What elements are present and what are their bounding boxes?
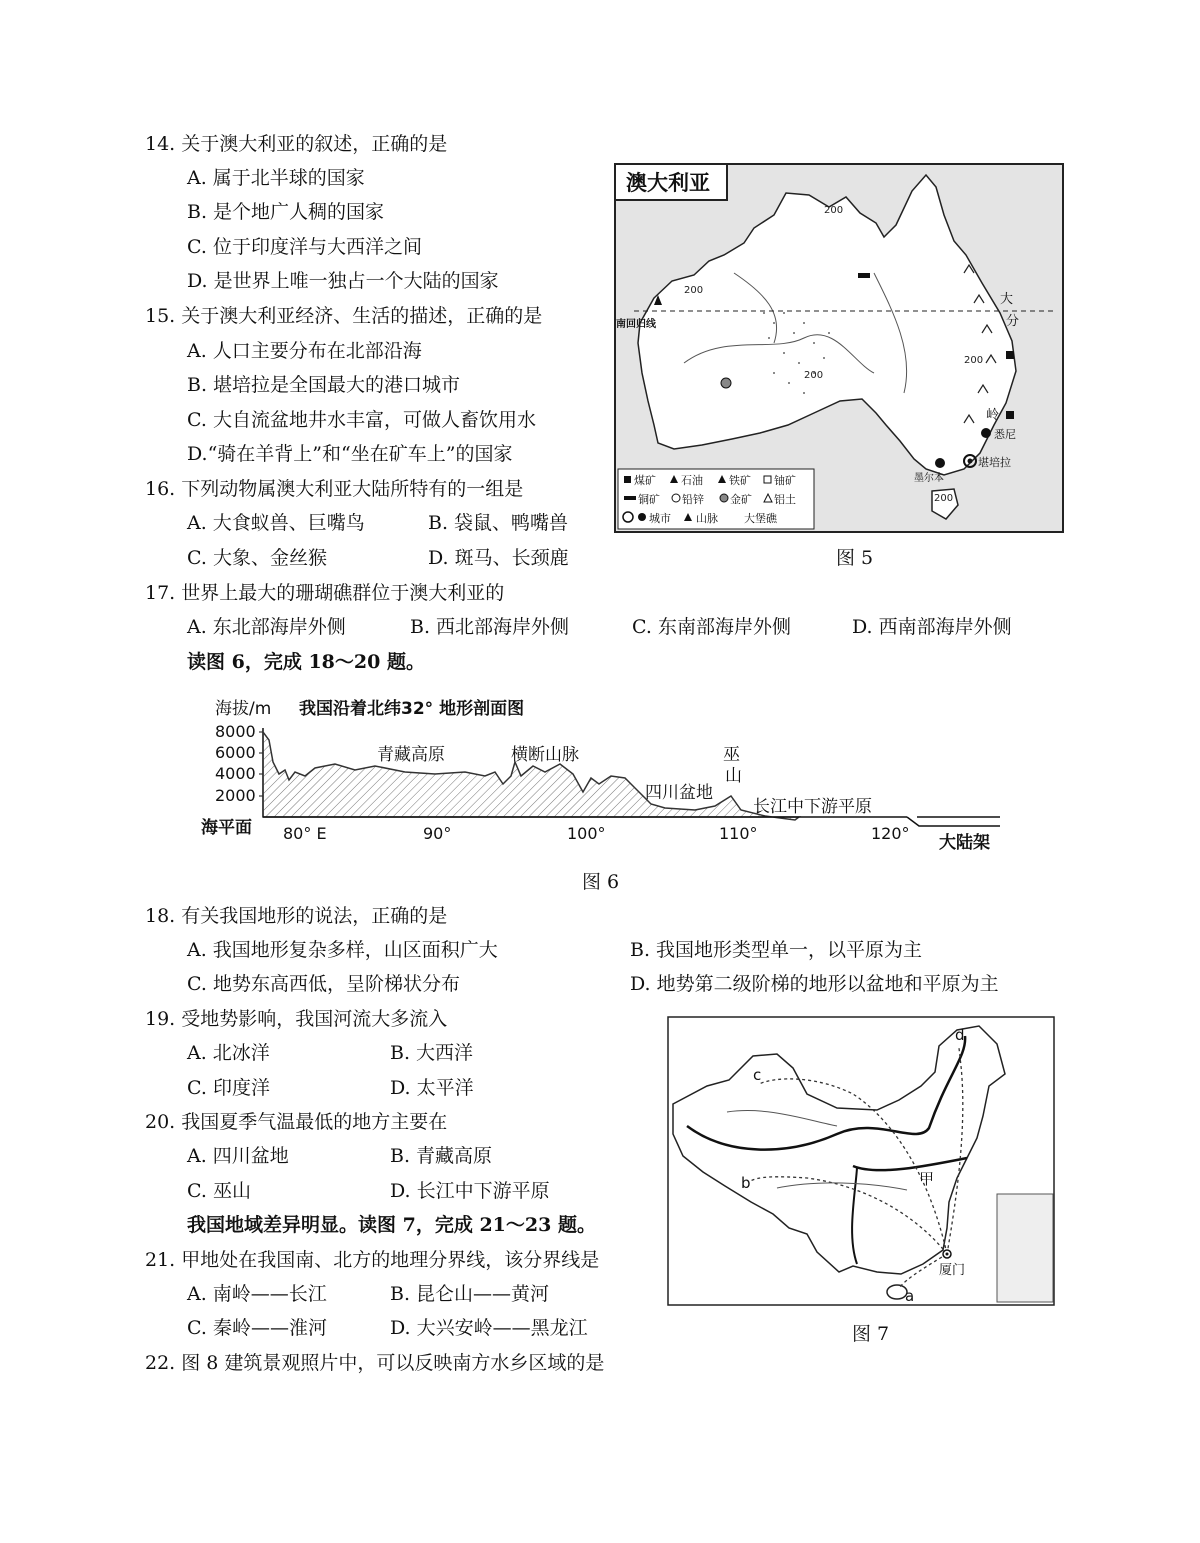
- q16-option-c: C. 大象、金丝猴: [187, 547, 327, 569]
- legend-lead-zinc: 铅锌: [682, 493, 704, 506]
- legend-oil: 石油: [681, 474, 703, 487]
- fig6-ylabel: 海拔/m: [215, 699, 272, 719]
- fig6-xtick-110: 110°: [719, 824, 758, 843]
- q17-option-a: A. 东北部海岸外侧: [187, 616, 346, 638]
- q20-option-a: A. 四川盆地: [187, 1145, 289, 1167]
- contour-value: 200: [934, 493, 954, 504]
- figure-5-australia-map: [614, 163, 1064, 533]
- contour-value: 200: [684, 285, 704, 296]
- q15-option-a: A. 人口主要分布在北部沿海: [187, 340, 422, 362]
- label-c: c: [753, 1066, 762, 1084]
- q21-option-c: C. 秦岭——淮河: [187, 1317, 327, 1339]
- tropic-label: 南回归线: [616, 319, 656, 330]
- gold-symbol: [721, 378, 731, 388]
- figure-6-terrain-profile: [195, 692, 1010, 857]
- q14-stem: 14. 关于澳大利亚的叙述，正确的是: [145, 133, 448, 155]
- label-d: d: [955, 1026, 965, 1044]
- q19-option-a: A. 北冰洋: [187, 1042, 270, 1064]
- q21-stem: 21. 甲地处在我国南、北方的地理分界线，该分界线是: [145, 1249, 600, 1271]
- q19-stem: 19. 受地势影响，我国河流大多流入: [145, 1008, 448, 1030]
- fig5-caption: 图 5: [836, 547, 874, 569]
- q18-option-b: B. 我国地形类型单一，以平原为主: [630, 939, 923, 961]
- label-jia: 甲: [919, 1170, 935, 1188]
- legend-city: 城市: [649, 512, 671, 525]
- label-wushan-1: 巫: [723, 745, 740, 765]
- q20-stem: 20. 我国夏季气温最低的地方主要在: [145, 1111, 448, 1133]
- q16-option-a: A. 大食蚁兽、巨嘴鸟: [187, 512, 365, 534]
- fig7-caption: 图 7: [852, 1323, 890, 1345]
- fig6-ytick-8000: 8000: [215, 722, 256, 741]
- q21-option-d: D. 大兴安岭——黑龙江: [390, 1317, 588, 1339]
- legend-reef: 大堡礁: [744, 512, 777, 525]
- legend-gold: 金矿: [730, 493, 752, 506]
- fig6-ytick-6000: 6000: [215, 743, 256, 762]
- label-shelf: 大陆架: [939, 833, 990, 853]
- label-changjiang: 长江中下游平原: [753, 797, 872, 817]
- city-melbourne: 墨尔本: [914, 473, 944, 484]
- q19-option-d: D. 太平洋: [390, 1077, 474, 1099]
- legend-iron: 铁矿: [729, 474, 751, 487]
- fig6-caption: 图 6: [582, 871, 620, 893]
- legend-bauxite: 铝土: [774, 493, 796, 506]
- instruction-18-20: 读图 6，完成 18～20 题。: [187, 651, 425, 673]
- q14-option-a: A. 属于北半球的国家: [187, 167, 365, 189]
- q18-stem: 18. 有关我国地形的说法，正确的是: [145, 905, 448, 927]
- q20-option-b: B. 青藏高原: [390, 1145, 493, 1167]
- q20-option-d: D. 长江中下游平原: [390, 1180, 550, 1202]
- coal-symbol: [1006, 411, 1014, 419]
- q19-option-c: C. 印度洋: [187, 1077, 270, 1099]
- q14-option-b: B. 是个地广人稠的国家: [187, 201, 385, 223]
- instruction-21-23: 我国地域差异明显。读图 7，完成 21～23 题。: [187, 1214, 596, 1236]
- fig6-xtick-90: 90°: [423, 824, 452, 843]
- q14-option-c: C. 位于印度洋与大西洋之间: [187, 236, 422, 258]
- label-sichuan: 四川盆地: [645, 783, 713, 803]
- q17-option-c: C. 东南部海岸外侧: [632, 616, 791, 638]
- contour-value: 200: [824, 205, 844, 216]
- q20-option-c: C. 巫山: [187, 1180, 251, 1202]
- figure-7-china-map: [667, 1016, 1055, 1306]
- sea-level-label: 海平面: [201, 818, 252, 838]
- q16-option-d: D. 斑马、长颈鹿: [428, 547, 569, 569]
- legend-coal: 煤矿: [634, 474, 656, 487]
- reef-label-2: 分: [1006, 314, 1020, 329]
- q17-stem: 17. 世界上最大的珊瑚礁群位于澳大利亚的: [145, 582, 505, 604]
- reef-label-3: 岭: [986, 408, 1000, 423]
- q15-option-d: D.“骑在羊背上”和“坐在矿车上”的国家: [187, 443, 513, 465]
- label-hengduan: 横断山脉: [511, 745, 579, 765]
- q14-option-d: D. 是世界上唯一独占一个大陆的国家: [187, 270, 499, 292]
- fig6-xtick-120: 120°: [871, 824, 910, 843]
- q18-option-d: D. 地势第二级阶梯的地形以盆地和平原为主: [630, 973, 999, 995]
- q21-option-a: A. 南岭——长江: [187, 1283, 327, 1305]
- copper-symbol: [858, 273, 870, 278]
- legend-copper: 铜矿: [638, 493, 660, 506]
- fig6-title: 我国沿着北纬32° 地形剖面图: [299, 699, 525, 719]
- coal-symbol: [1006, 351, 1014, 359]
- fig6-ytick-4000: 4000: [215, 764, 256, 783]
- fig6-xtick-100: 100°: [567, 824, 606, 843]
- q15-option-c: C. 大自流盆地井水丰富，可做人畜饮用水: [187, 409, 536, 431]
- q19-option-b: B. 大西洋: [390, 1042, 474, 1064]
- fig5-title: 澳大利亚: [626, 171, 710, 195]
- q17-option-b: B. 西北部海岸外侧: [410, 616, 570, 638]
- fig6-ytick-2000: 2000: [215, 786, 256, 805]
- city-dot-sydney: [981, 428, 991, 438]
- q16-option-b: B. 袋鼠、鸭嘴兽: [428, 512, 569, 534]
- q18-option-a: A. 我国地形复杂多样，山区面积广大: [187, 939, 498, 961]
- legend-uranium: 铀矿: [774, 474, 796, 487]
- q21-option-b: B. 昆仑山——黄河: [390, 1283, 550, 1305]
- reef-label-1: 大: [1000, 292, 1014, 307]
- contour-value: 200: [964, 355, 984, 366]
- q22-stem: 22. 图 8 建筑景观照片中，可以反映南方水乡区域的是: [145, 1352, 605, 1374]
- contour-value: 200: [804, 370, 824, 381]
- q15-stem: 15. 关于澳大利亚经济、生活的描述，正确的是: [145, 305, 543, 327]
- label-a: a: [905, 1287, 915, 1305]
- city-sydney: 悉尼: [994, 428, 1016, 441]
- q17-option-d: D. 西南部海岸外侧: [852, 616, 1012, 638]
- label-xiamen: 厦门: [939, 1263, 966, 1278]
- fig6-xtick-80: 80° E: [283, 824, 327, 843]
- city-canberra: 堪培拉: [978, 456, 1011, 469]
- q18-option-c: C. 地势东高西低，呈阶梯状分布: [187, 973, 460, 995]
- label-wushan-2: 山: [725, 766, 742, 786]
- city-dot-melbourne: [935, 458, 945, 468]
- legend-mountain: 山脉: [696, 512, 718, 525]
- hainan-outline: [887, 1285, 907, 1299]
- label-b: b: [741, 1174, 751, 1192]
- label-qingzang: 青藏高原: [377, 745, 445, 765]
- q16-stem: 16. 下列动物属澳大利亚大陆所特有的一组是: [145, 478, 524, 500]
- q15-option-b: B. 堪培拉是全国最大的港口城市: [187, 374, 461, 396]
